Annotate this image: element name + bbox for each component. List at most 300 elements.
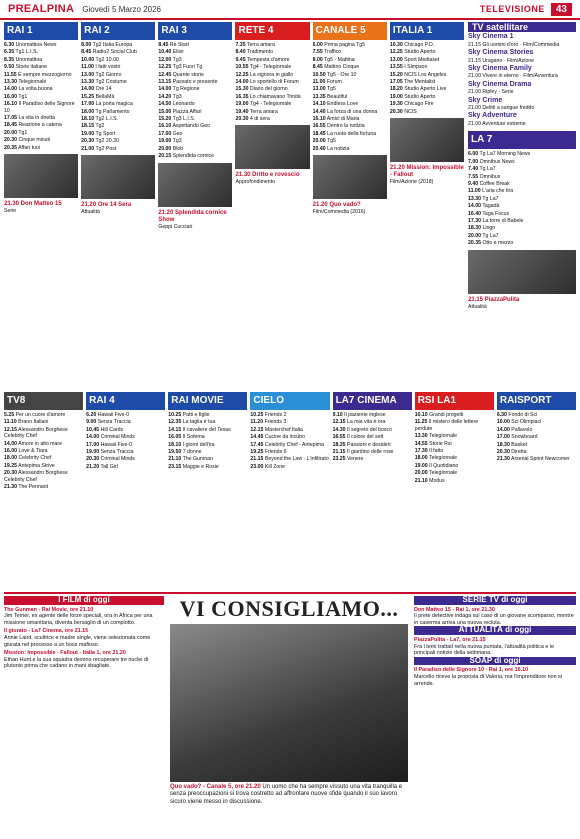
program-row	[158, 131, 232, 137]
program-row	[313, 86, 387, 92]
featured-title: VI CONSIGLIAMO...	[179, 596, 399, 621]
channel-column	[497, 392, 576, 592]
program-time: 7.40	[468, 166, 479, 173]
program-title: 7 donne	[182, 449, 202, 456]
program-title: Telegiornale	[18, 79, 47, 86]
channel-header	[250, 392, 329, 410]
program-row	[390, 101, 464, 107]
channel-name: RAI 4	[89, 394, 115, 406]
program-row	[313, 49, 387, 55]
program-title: Telegiornale	[429, 455, 458, 462]
program-row	[158, 153, 232, 159]
program-time: 11.00	[312, 79, 326, 86]
program-title: Storie Rsi	[429, 440, 452, 447]
program-row	[313, 138, 387, 144]
program-time: 5.25	[4, 412, 15, 418]
program-row	[313, 123, 387, 129]
program-row	[390, 72, 464, 78]
highlight-note: Serie	[4, 208, 17, 215]
program-title: Il cavaliere del Texas	[182, 426, 231, 433]
program-title: Snowboard	[511, 434, 538, 441]
program-row	[168, 412, 247, 418]
program-title: Sport Mediaset	[404, 56, 440, 63]
program-time: 13.55	[389, 64, 403, 71]
sidebar-block-text: 21.15 Uragano · Film/Azione	[468, 57, 535, 64]
program-time: 19.00	[235, 101, 249, 108]
program-row	[81, 123, 155, 129]
program-title: Forum	[326, 79, 342, 86]
program-time: 21.15	[250, 456, 264, 463]
program-row	[4, 419, 83, 425]
film-desc: Jim Terrier, ex agente delle forze speciali, ora in Africa per una missione umanitaria, diventa bersaglio di un complotto.	[4, 613, 153, 626]
program-time: 14.10	[312, 101, 326, 108]
program-title: La porta magica	[95, 101, 133, 108]
program-title: Telegiornale	[429, 470, 458, 477]
channel-header	[4, 392, 83, 410]
program-row	[235, 109, 309, 115]
program-title: Tg2	[95, 123, 105, 130]
program-time: 17.45	[250, 441, 264, 448]
highlight-note: Film/Azione (2018)	[389, 179, 434, 186]
program-title: Lingo	[482, 225, 496, 232]
program-title: La ruota della fortuna	[327, 130, 377, 137]
program-title: Telegiornale	[429, 433, 458, 440]
program-title: Tg3	[172, 138, 182, 145]
program-time: 16.40	[468, 210, 481, 217]
program-title: Masterchef Italia	[264, 426, 303, 433]
program-time: 10.25	[168, 412, 182, 418]
program-row	[168, 442, 247, 448]
program-title: Alessandro Borghese Celebrity Chef	[4, 470, 68, 483]
program-time: 18.00	[414, 455, 428, 462]
program-title: Il mistero delle lettere perdute	[414, 419, 479, 432]
program-time: 6.20	[86, 412, 97, 418]
program-title: Celebrity Chef	[18, 455, 52, 462]
program-row	[158, 123, 232, 129]
films-column	[4, 596, 164, 670]
program-title: Il Sofema	[182, 434, 205, 441]
program-time: 14.55	[414, 440, 428, 447]
program-time: 20.30	[235, 116, 249, 123]
program-time: 12.15	[332, 419, 346, 426]
channel-name: RSI LA1	[417, 394, 457, 406]
program-title: Leonardo	[172, 101, 195, 108]
program-time: 14.00	[4, 86, 17, 93]
channel-column	[390, 22, 464, 392]
program-time: 12.25	[235, 71, 249, 78]
program-row	[4, 42, 78, 48]
program-row	[390, 64, 464, 70]
program-row	[4, 427, 83, 440]
program-time: 19.50	[168, 449, 182, 456]
channel-name: LA7 CINEMA	[335, 394, 397, 406]
program-title: Tg Sport	[95, 130, 116, 137]
program-title: Cinque minuti	[18, 137, 51, 144]
program-title: Tg Parlamento	[95, 108, 130, 115]
series-desc: Il prete detective indaga sul caso di un giovane scomparso, mentre in caserma arriva una nuova recluta.	[414, 613, 574, 626]
series-title: Don Matteo 15 - Rai 1, ore 21.30	[414, 606, 495, 613]
program-title: Patti e figlie	[182, 412, 210, 418]
program-title: Tempesta d'amore	[246, 56, 290, 63]
issue-date: Giovedì 5 Marzo 2026	[82, 4, 161, 14]
program-time: 12.45	[158, 71, 172, 78]
program-title: Hawaii Five-0	[100, 441, 132, 448]
program-row	[250, 456, 329, 462]
program-row	[4, 412, 83, 418]
program-time: 20.00	[4, 129, 17, 136]
program-row	[415, 463, 494, 469]
program-time: 17.05	[4, 115, 17, 122]
program-row	[313, 94, 387, 100]
program-time: 9.50	[4, 64, 15, 71]
program-title: La notizia	[327, 145, 350, 152]
la7-block	[468, 131, 576, 311]
program-title: Tg1	[18, 129, 28, 136]
program-title: Il segreto del bosco	[347, 426, 392, 433]
program-title: La forza di una donna	[327, 108, 378, 115]
highlight-title: 21.20 Quo vado?	[312, 202, 361, 209]
program-time: 18.45	[312, 130, 326, 137]
program-photo	[313, 155, 387, 199]
program-row	[168, 456, 247, 462]
channel-name: RAI 1	[7, 24, 33, 36]
program-title: Tagadà	[482, 203, 500, 210]
program-title: Basket	[511, 441, 528, 448]
program-time: 16.00	[4, 93, 17, 100]
program-row	[250, 434, 329, 440]
program-row	[4, 145, 78, 151]
series-band: ATTUALITÀ di oggi	[414, 626, 576, 635]
channel-header	[86, 392, 165, 410]
program-row	[81, 64, 155, 70]
program-time: 11.20	[250, 419, 264, 426]
program-title: The Gunman	[182, 456, 213, 463]
program-title: I fatti vostri	[95, 64, 121, 71]
program-time: 23.25	[332, 456, 346, 463]
program-time: 8.45	[158, 42, 169, 48]
program-time: 21.00	[81, 145, 95, 152]
program-row	[86, 449, 165, 455]
channel-name: LA 7	[471, 134, 493, 146]
program-time: 10.00	[81, 56, 95, 63]
program-title: Hawaii Five-0	[97, 412, 130, 418]
program-time: 20.30	[496, 449, 510, 456]
program-row	[158, 57, 232, 63]
program-title: Studio Aperto	[404, 49, 436, 56]
program-time: 17.00	[496, 434, 510, 441]
channel-name: RAI 3	[161, 24, 187, 36]
program-row	[158, 72, 232, 78]
program-time: 18.35	[332, 441, 346, 448]
program-time: 18.30	[468, 225, 481, 232]
program-time: 16.10	[4, 101, 17, 108]
program-row	[250, 412, 329, 418]
program-row	[158, 94, 232, 100]
program-time: 11.00	[81, 64, 94, 71]
program-row	[81, 94, 155, 100]
program-title: Tg La7	[482, 232, 499, 239]
program-row	[235, 42, 309, 48]
program-title: Tg5 - Ore 10	[327, 71, 357, 78]
program-row	[158, 138, 232, 144]
program-time: 20.00	[468, 232, 481, 239]
program-time: 21.30	[4, 484, 17, 491]
program-title: Cucine da incubo	[264, 434, 305, 441]
program-row	[4, 470, 83, 483]
program-row	[81, 72, 155, 78]
program-title: Il fatto	[429, 448, 444, 455]
program-row	[81, 101, 155, 107]
program-time: 20.35	[468, 240, 481, 247]
program-title: Tg La7	[479, 166, 496, 173]
program-time: 13.15	[158, 79, 172, 86]
program-title: Endless Love	[327, 101, 359, 108]
highlight-note: Attualità	[81, 209, 100, 216]
program-title: The Pennant	[18, 484, 49, 491]
program-row	[390, 109, 464, 115]
program-title: I Simpson	[404, 64, 428, 71]
film-desc: Annie Laird, scultrice e madre single, viene selezionata come giurata nel processo a un boss mafioso.	[4, 634, 151, 648]
program-time: 7.35	[235, 42, 246, 48]
program-title: Antepima Strive	[18, 462, 55, 469]
program-row	[250, 464, 329, 470]
program-title: Friends 2	[264, 412, 287, 418]
program-row	[468, 166, 576, 172]
program-time: 20.30	[86, 456, 100, 463]
program-title: Tg5	[327, 86, 336, 93]
program-time: 19.00	[86, 449, 100, 456]
program-title: Diario del giorno	[249, 86, 288, 93]
sidebar-title: TV satellitare	[468, 22, 576, 32]
sidebar-block-title: Sky Cinema 1	[468, 33, 514, 41]
featured-caption	[170, 784, 408, 806]
program-time: 14.50	[158, 101, 172, 108]
program-time: 9.45	[235, 56, 246, 63]
program-title: Diretta	[511, 449, 527, 456]
program-title: Splendida cornice	[172, 153, 215, 160]
program-title: La taglia è tua	[182, 419, 216, 426]
program-title: Sci Olimpiaci	[511, 419, 542, 426]
program-time: 19.30	[389, 101, 403, 108]
program-row	[81, 49, 155, 55]
program-row	[158, 101, 232, 107]
program-title: Terra amara	[249, 108, 278, 115]
program-title: Senza Traccia	[100, 449, 134, 456]
highlight-title: 21.20 Mission: Impossible - Fallout	[389, 165, 464, 179]
program-time: 20.40	[312, 145, 326, 152]
program-time: 17.05	[389, 79, 403, 86]
program-title: Tg5 - Mattina	[324, 56, 355, 63]
program-row	[333, 449, 412, 455]
program-row	[158, 49, 232, 55]
program-title: Venere	[347, 456, 364, 463]
program-time: 17.00	[81, 101, 95, 108]
program-time: 21.20	[86, 463, 100, 470]
program-time: 20.00	[414, 470, 428, 477]
program-row	[235, 79, 309, 85]
channel-column	[415, 392, 494, 592]
program-row	[235, 86, 309, 92]
program-row	[168, 427, 247, 433]
program-title: Aspettando Geo	[172, 123, 210, 130]
program-title: Geo	[172, 130, 183, 137]
channel-header	[313, 22, 387, 40]
channel-header	[497, 392, 576, 410]
program-time: 6.30	[4, 42, 15, 48]
program-title: Celebrity Chef - Antepima	[264, 441, 324, 448]
program-row	[415, 419, 494, 432]
program-time: 13.00	[81, 71, 95, 78]
program-title: Tg1	[18, 93, 28, 100]
channel-name: ITALIA 1	[392, 24, 433, 36]
program-time: 19.00	[389, 93, 403, 100]
program-row	[415, 448, 494, 454]
program-time: 21.10	[168, 456, 182, 463]
program-time: 12.25	[158, 64, 172, 71]
program-row	[235, 94, 309, 100]
program-title: Beautiful	[327, 93, 348, 100]
program-row	[497, 449, 576, 455]
program-time: 14.40	[312, 108, 326, 115]
program-row	[158, 86, 232, 92]
program-row	[390, 79, 464, 85]
program-time: 19.00	[414, 462, 428, 469]
program-title: Studio Aperto Live	[404, 86, 447, 93]
recommendations-section	[4, 592, 576, 835]
sidebar-block-text: 21.00 Vivere in eterno · Film/Avventura	[468, 73, 558, 80]
program-time: 17.00	[86, 441, 100, 448]
channel-column	[158, 22, 232, 392]
program-time: 16.10	[312, 116, 326, 123]
program-row	[86, 412, 165, 418]
program-title: La vita in diretta	[18, 115, 56, 122]
program-title: Maggie e Rosie	[182, 463, 219, 470]
program-row	[468, 211, 576, 217]
program-row	[81, 138, 155, 144]
program-title: L'aria che tira	[482, 188, 514, 195]
channel-name: RAISPORT	[499, 394, 552, 406]
program-title: Unomattina News	[15, 42, 57, 48]
program-row	[497, 419, 576, 425]
highlight-title: 21.20 Ore 14 Sera	[81, 202, 132, 209]
program-row	[168, 419, 247, 425]
program-row	[4, 130, 78, 136]
program-title: Love & Tiara	[18, 448, 48, 455]
program-row	[313, 42, 387, 48]
program-title: Senza Traccia	[97, 419, 131, 426]
program-title: Amici di Maria	[326, 116, 360, 123]
program-title: Storie italiane	[15, 64, 47, 71]
program-title: Chicago Fire	[404, 101, 434, 108]
channel-name: RAI MOVIE	[171, 394, 224, 406]
program-row	[168, 464, 247, 470]
program-title: The Mentalist	[404, 79, 436, 86]
channel-header	[333, 392, 412, 410]
program-title: La mia vita è ora	[347, 419, 386, 426]
program-row	[468, 225, 576, 231]
program-row	[468, 159, 576, 165]
program-title: Passioni e desideri	[347, 441, 391, 448]
channel-column	[4, 22, 78, 392]
program-row	[390, 42, 464, 48]
program-title: Elisir	[172, 49, 185, 56]
program-title: Pallavolo	[511, 426, 533, 433]
highlight-note: Geppi Cucciari	[158, 223, 193, 230]
program-title: Tg2 10.00	[95, 56, 119, 63]
program-time: 18.10	[168, 441, 182, 448]
program-time: 16.00	[4, 448, 17, 455]
program-time: 14.00	[496, 426, 510, 433]
program-time: 18.00	[81, 108, 95, 115]
program-time: 9.10	[332, 412, 343, 418]
highlight-title: 21.30 Don Matteo 15	[4, 201, 62, 208]
program-title: Criminal Minds	[100, 456, 135, 463]
program-time: 12.00	[158, 56, 172, 63]
program-row	[390, 94, 464, 100]
program-time: 14.00	[4, 440, 17, 447]
program-title: Omnibus	[479, 173, 501, 180]
program-row	[4, 57, 78, 63]
program-time: 14.45	[250, 434, 264, 441]
program-time: 21.15	[332, 449, 346, 456]
program-row	[497, 456, 576, 462]
program-time: 8.00	[81, 42, 92, 48]
program-time: 14.20	[158, 93, 172, 100]
program-time: 6.30	[496, 412, 507, 418]
series-title: PiazzaPulita - La7, ore 21.15	[414, 636, 486, 643]
program-title: Ore 14	[95, 86, 112, 93]
program-row	[250, 442, 329, 448]
program-row	[333, 412, 412, 418]
program-row	[313, 57, 387, 63]
program-time: 23.00	[250, 463, 264, 470]
program-row	[415, 433, 494, 439]
program-row	[313, 101, 387, 107]
program-time: 19.00	[81, 130, 95, 137]
program-time: 20.00	[158, 145, 172, 152]
channel-name: TV8	[7, 394, 26, 406]
program-title: Friends 3	[264, 419, 287, 426]
program-time: 14.00	[235, 79, 249, 86]
program-row	[4, 115, 78, 121]
program-time: 8.45	[81, 49, 92, 56]
program-time: 10.50	[312, 71, 326, 78]
program-photo	[158, 163, 232, 207]
channel-column	[4, 392, 83, 592]
program-row	[468, 181, 576, 187]
program-time: 11.10	[4, 419, 17, 426]
channel-name: CANALE 5	[315, 24, 366, 36]
sidebar-block-text: 21.00 Avventure estreme	[468, 120, 526, 127]
program-title: Il paziente inglese	[344, 412, 386, 418]
program-title: Tg3	[172, 56, 182, 63]
program-title: Il Paradiso delle Signore 10	[4, 101, 75, 114]
program-title: Coffee Break	[479, 180, 510, 187]
program-row	[4, 79, 78, 85]
program-title: Grandi progetti	[429, 412, 464, 418]
film-title: Mission: Impossible - Fallout - Italia 1, ore 21.20	[4, 650, 126, 657]
program-title: Tg4 - Telegiornale	[249, 101, 292, 108]
program-time: 13.30	[414, 433, 428, 440]
program-title: La volta buona	[18, 86, 53, 93]
program-time: 13.30	[4, 79, 17, 86]
channel-header	[168, 392, 247, 410]
program-row	[86, 456, 165, 462]
program-title: È sempre mezzogiorno	[18, 71, 72, 78]
channel-column	[333, 392, 412, 592]
program-row	[158, 64, 232, 70]
program-photo	[468, 250, 576, 294]
